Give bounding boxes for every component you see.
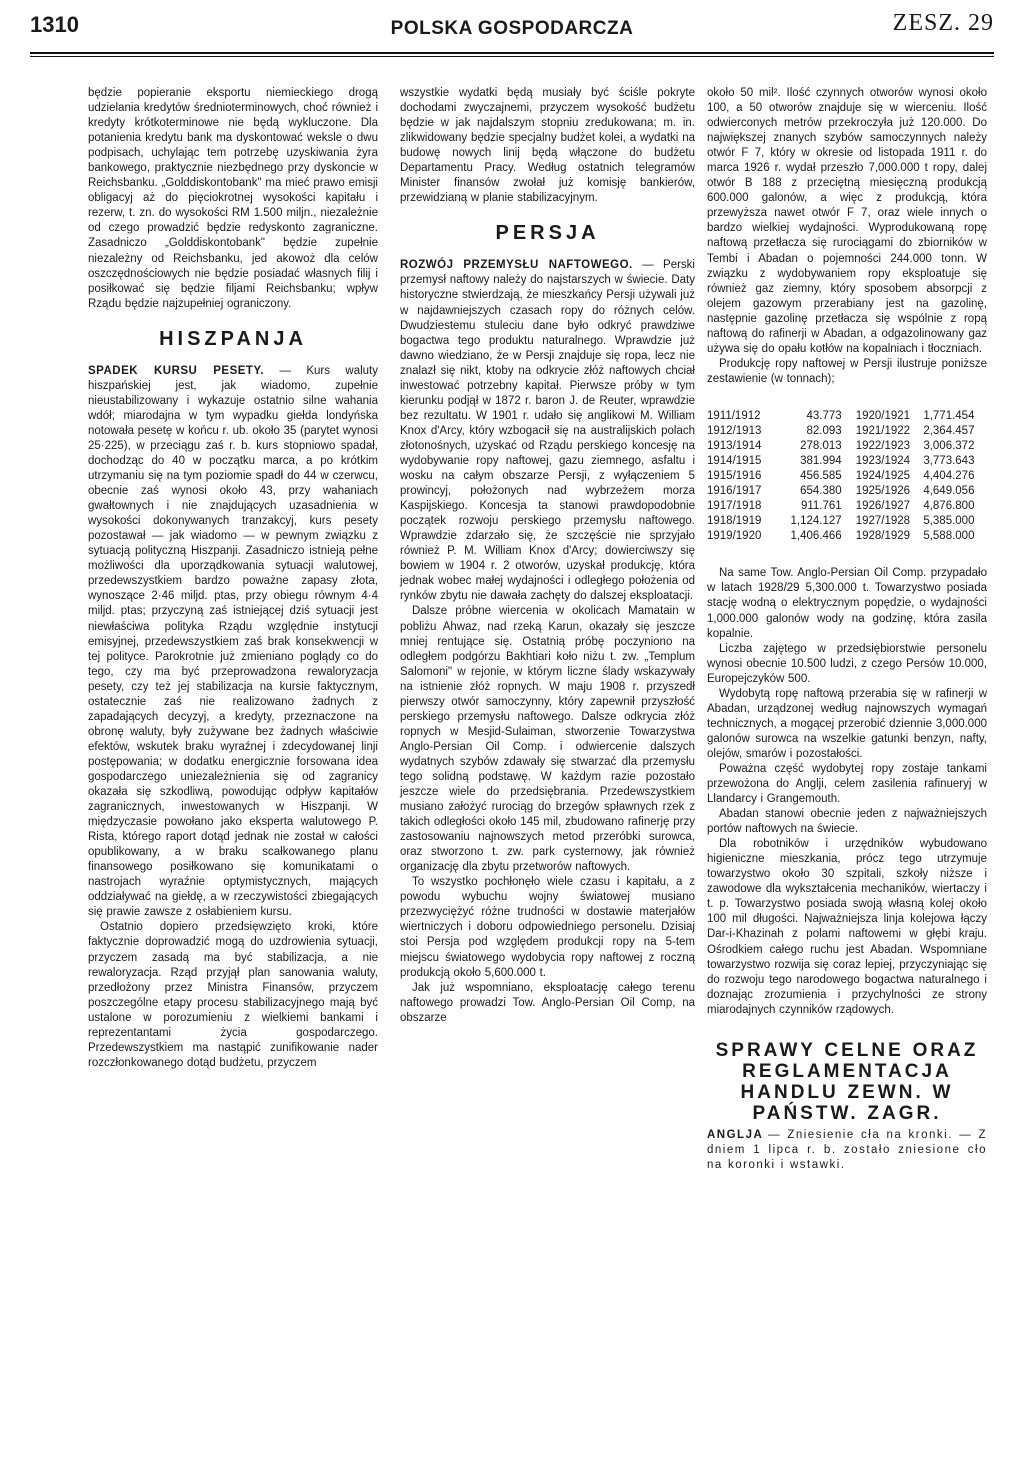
table-cell: 1913/1914	[707, 440, 762, 453]
table-cell: 1916/1917	[707, 485, 762, 498]
table-cell: 3,006.372	[923, 440, 975, 453]
table-cell: 82.093	[806, 424, 842, 437]
table-cell: 911.761	[800, 500, 842, 513]
table-cell: 1924/1925	[855, 470, 911, 483]
table-cell: 5,588.000	[923, 530, 975, 543]
table-cell: 456.585	[800, 470, 842, 483]
table-cell: 1915/1916	[707, 470, 762, 483]
table-row	[707, 439, 987, 454]
paragraph	[400, 258, 695, 604]
paragraph: Produkcję ropy naftowej w Persji ilustruje poniższe zestawienie (w tonnach);	[707, 357, 987, 385]
table-cell: 1,771.454	[923, 409, 975, 422]
table-row	[707, 409, 987, 424]
table-cell: 1,124.127	[790, 515, 842, 528]
table-cell: 2,364.457	[923, 424, 975, 437]
table-cell: 1920/1921	[855, 409, 911, 422]
subheading: SPADEK KURSU PESETY.	[88, 364, 265, 377]
table-cell: 1917/1918	[707, 500, 762, 513]
paragraph: Dla robotników i urzędników wybudowano higieniczne mieszkania, prócz tego utrzymuje towarzystwo około 30 szpitali, szkoły niższe i zawodowe dla wykształcenia mechaników, wiertaczy i t. p. Towarzystwo posiada swoją własną kolej około 100 mil długości. Najważniejsza linja kolejowa łączy Dar-i-Khazinah z polami naftowemi w głębi kraju. Ośrodkiem całego ruchu jest Abadan. Wspomniane towarzystwo rozwija się coraz lepiej, przyczyniając się do rozwoju tego narodowego bogactwa naturalnego i doznając zrozumienia i przychylności ze strony miarodajnych czynników rządowych.	[707, 838, 987, 1016]
paragraph: około 50 mil². Ilość czynnych otworów wynosi około 100, a 50 otworów znajduje się w wierceniu. Ilość odwierconych metrów przekroczyła już 120.000. Do największej znanych szybów samoczynnych należy otwór F 7, który w okresie od listopada 1911 r. do marca 1926 r. wydał przeszło 7,000.000 t ropy, dalej otwór B 188 z przeciętną miesięczną produkcją 600.000 galonów, a więc z produkcją, która przewyższa nawet otwór F 7, oraz wiele innych o bardzo wielkiej wydajności. Wyprodukowaną ropę naftową przetłacza się rurociągami do zbiorników w Tembi i Abadan o pojemności 244.000 tonn. W związku z wydobywaniem ropy eksploatuje się również gaz ziemny, który sposobem absorpcji z olejem gazowym przerabiany jest na gazolinę, następnie gazolinę przetłacza się wspólnie z ropą naftową do rafinerji w Abadan, a odgazolinowany gaz używa się do opału kotłów na kopalniach i tłoczniach.	[707, 87, 987, 355]
paragraph-text: — Zniesienie cła na kronki. — Z dniem 1 lipca r. b. zostało zniesione cło na koronki i wstawki.	[707, 1128, 987, 1171]
table-cell: 4,876.800	[923, 500, 975, 513]
subheading: ANGLJA	[707, 1128, 764, 1141]
table-cell: 278.013	[800, 440, 842, 453]
table-cell: 654.380	[800, 485, 842, 498]
column-left	[88, 86, 378, 1071]
table-cell: 1922/1923	[855, 440, 911, 453]
table-cell: 1921/1922	[855, 424, 911, 437]
paragraph: Wydobytą ropę naftową przerabia się w rafinerji w Abadan, urządzonej według najnowszych wymagań technicznych, a mogącej przerobić dziennie 3,000.000 galonów surowca na wszelkie gatunki benzyn, nafty, olejów, smarów i pozostałości.	[707, 687, 987, 760]
paragraph	[707, 1128, 987, 1173]
table-row	[707, 499, 987, 514]
page-header	[30, 6, 994, 70]
table-cell: 1919/1920	[707, 530, 762, 543]
header-rule	[30, 52, 994, 54]
table-row	[707, 484, 987, 499]
table-cell: 1912/1913	[707, 424, 762, 437]
table-cell: 1918/1919	[707, 515, 762, 528]
paragraph: Na same Tow. Anglo-Persian Oil Comp. przypadało w latach 1928/29 5,300.000 t. Towarzystwo posiada stację wodną o elektrycznym popędzie, o wydajności 1,000.000 galonów wody na godzinę, która zasila kopalnie.	[707, 567, 987, 640]
table-row	[707, 454, 987, 469]
page-number: 1310	[30, 12, 79, 37]
paragraph-text: — Perski przemysł naftowy należy do najstarszych w świecie. Daty historyczne stwierdzają, że mieszkańcy Persji używali już w najdawniejszych czasach ropy do różnych celów. Dwudziestemu stuleciu dane było odkryć prawdziwe bogactwa tego produktu naturalnego. Wprawdzie już dawno wiedziano, że w Persji znajduje się ropa, lecz nie znalazł się nikt, ktoby na odkrycie złóż naftowych chciał inwestować potrzebny kapitał. Pierwsze próby w tym kierunku podjął w 1872 r. baron J. de Reuter, wprawdzie bez rezultatu. W 1901 r. udało się anglikowi M. William Knox d'Arcy, który wzbogacił się na australijskich polach złotonośnych, uzyskać od Rządu perskiego koncesję na wydobywanie ropy naftowej, gazu ziemnego, asfaltu i wosku na całym obszarze Persji, z wyłączeniem 5 prowincyj, położonych nad wybrzeżem morza Kaspijskiego. Koncesja ta stanowi prawdopodobnie początek rozwoju perskiego przemysłu naftowego. Wprawdzie zdarzało się, że szczęście nie sprzyjało również P. M. William Knox d'Arcy; dowierciwszy się bowiem w 1904 r. 2 otworów, uzyskał produkcję, która jednak wobec małej wydajności i odległego położenia od rynków zbytu nie dawała zachęty do dalszej eksploatacji.	[400, 259, 695, 603]
production-table	[707, 409, 987, 544]
table-row	[707, 514, 987, 529]
table-cell: 1926/1927	[855, 500, 911, 513]
table-cell: 4,649.056	[923, 485, 975, 498]
column-right	[707, 86, 987, 1173]
paragraph-text: — Kurs waluty hiszpańskiej jest, jak wiadomo, zupełnie nieustabilizowany i wykazuje ostatnio silne wahania wdół; miarodajna w tym wypadku giełda londyńska notowała pesetę w końcu r. ub. około 35 (parytet wynosi 25·225), w przeciągu zaś r. b. kurs stopniowo spadał, dochodząc do 40 w początku marca, a po krótkim utrzymaniu się na tym poziomie spadł do 44 w czerwcu, obecnie zaś wynosi około 43, przy wahaniach gwałtownych i nie znajdujących uzasadnienia w wysokości dokonywanych tranzakcyj, kurs pesety pozostawał — jak wiadomo — w pewnym związku z sytuacją polityczną Hiszpanji. Zasadniczo istnieją pełne możliwości dla uporządkowania sytuacji walutowej, przedewszystkiem bardzo poważne zapasy złota, wynoszące 2·46 miljd. ptas, przy obiegu równym 4·4 miljd. ptas; przyczyną zaś istniejącej dziś sytuacji jest niewłaściwa polityka Rządu względnie instytucji emisyjnej, przedewszystkiem zaś brak konsekwencji w tej polityce. Parokrotnie już zmieniano poglądy co do tego, czy ma być przeprowadzona rewaloryzacja pesety, czy też jej stabilizacja na kursie faktycznym, ostatecznie zaś nie realizowano żadnych z zapadających decyzyj, a kredyty, przeznaczone na obronę waluty, były zużywane bez żadnych właściwie efektów, wskutek braku wyraźnej i zdecydowanej linji postępowania; w dodatku energicznie forsowana idea gospodarczego uniezależnienia się od zagranicy okazała się szkodliwą, powodując odpływ kapitałów zagranicznych, inwestowanych w Hiszpanji. W międzyczasie powołano jako eksperta walutowego P. Rista, którego raport dotąd jednak nie został w całości opublikowany, a w braku scałkowanego planu finansowego posiłkowano się komunikatami o nastrojach wyraźnie optymistycznych, mających oddziaływać na giełdę, a w rzeczywistości zbiegających się prawie zawsze z osłabieniem kursu.	[88, 364, 379, 919]
table-cell: 4,404.276	[923, 470, 975, 483]
paragraph: wszystkie wydatki będą musiały być ściśle pokryte dochodami zwyczajnemi, przyczem wysokość budżetu będzie w jak najdalszym stopniu zredukowana; m. in. zlikwidowany będzie specjalny budżet kolei, a wydatki na budowę nowych linij będą włączone do budżetu Departamentu Pracy. Według ostatnich telegramów Minister finansów zwołał już komisję bankierów, przewidzianą w planie stabilizacyjnym.	[400, 87, 695, 205]
table-row	[707, 424, 987, 439]
issue-number: ZESZ. 29	[892, 10, 994, 36]
table-row	[707, 529, 987, 544]
section-heading-customs: SPRAWY CELNE ORAZ REGLAMENTACJA HANDLU ZEWN. W PAŃSTW. ZAGR.	[715, 1039, 979, 1124]
section-heading-persia: PERSJA	[495, 222, 600, 245]
paragraph: będzie popieranie eksportu niemieckiego drogą udzielania kredytów średnioterminowych, choć również i kredyty krótkoterminowe nie będą wykluczone. Dla potanienia kredytu bank ma dyskontować weksle o dwu podpisach, uchylając tem potrzebę uzyskiwania żyra bankowego, praktycznie niezbędnego przy dyskoncie w Reichsbanku. „Golddiskontobank" ma mieć prawo emisji obligacyj aż do pięciokrotnej wysokości kapitału i rezerw, t. zn. do wysokości RM 1.500 miljn., niezależnie od czego prowadzić będzie redyskonto zagraniczne. Zasadniczo „Golddiskontobank" będzie zupełnie niezależny od Reichsbanku, jed akowoż dla celów oszczędnościowych nie będzie posiadać własnych filij i posiłkować się będzie filjami Reichsbanku; wpływ Rządu będzie najzupełniej ograniczony.	[88, 87, 378, 310]
section-heading-spain: HISZPANJA	[159, 327, 307, 350]
paragraph: Jak już wspomniano, eksploatację całego terenu naftowego prowadzi Tow. Anglo-Persian Oil Comp, na obszarze	[400, 981, 695, 1024]
paragraph: Dalsze próbne wiercenia w okolicach Mamatain w pobliżu Ahwaz, nad rzeką Karun, okazały się jeszcze mniej rentujące się. Ostatnią próbę poczyniono na odległem podgórzu Bakhtiari koło niżu t. zw. „Templum Salomoni" w rejonie, w którym liczne ślady wskazywały na istnienie złóż ropnych. W maju 1908 r. przyszedł pierwszy otwór samoczynny, który zapewnił przyszłość perskiego przemysłu naftowego. Dalsze odkrycia złóż ropnych w Mesjid-Sulaiman, stworzenie Towarzystwa Anglo-Persian Oil Comp. i odwiercenie dalszych wydatnych szybów zdawały się stwarzać dla przemysłu tego solidną podstawę. W każdym razie pozostało jeszcze wiele do przedsiębrania. Przedewszystkiem musiano założyć rurociąg do brzegów spławnych rzek z takich odległości około 145 mil, zbudowano rafinerję przy zastosowaniu najnowszych metod przeróbki surowca, oraz stworzono t. zw. park cysternowy, jak również organizację dla zbytu przetworów naftowych.	[400, 605, 695, 874]
table-cell: 5,385.000	[923, 515, 975, 528]
table-cell: 1927/1928	[855, 515, 911, 528]
paragraph	[88, 364, 378, 921]
table-cell: 1,406.466	[790, 530, 842, 543]
table-cell: 1914/1915	[707, 455, 762, 468]
paragraph: Ostatnio dopiero przedsięwzięto kroki, które faktycznie doprowadzić mogą do uzdrowienia sytuacji, przyczem zasadą ma być stabilizacja, a nie rewaloryzacja. Rząd przyjął plan sanowania waluty, przedłożony przez Ministra Finansów, przyczem poszczególne etapy procesu stabilizacyjnego mają być ustalone w porozumieniu z wielkiemi bankami i reprezentantami życia gospodarczego. Przedewszystkiem ma nastąpić zunifikowanie nader rozczłonkowanego dotąd budżetu, przyczem	[88, 921, 378, 1069]
paragraph: To wszystko pochłonęło wiele czasu i kapitału, a z powodu wybuchu wojny światowej musiano przezwyciężyć różne trudności w dostawie materjałów wiertniczych i doboru odpowiedniego personelu. Dzisiaj stoi Persja pod względem produkcji ropy na 5-tem miejscu światowego wydobycia ropy naftowej z roczną produkcją około 5,600.000 t.	[400, 876, 695, 979]
table-row	[707, 469, 987, 484]
paragraph: Abadan stanowi obecnie jeden z najważniejszych portów naftowych na świecie.	[707, 808, 987, 836]
paragraph: Liczba zajętego w przedsiębiorstwie personelu wynosi obecnie 10.500 ludzi, z czego Persów 10.000, Europejczyków 500.	[707, 642, 987, 685]
table-cell: 3,773.643	[923, 455, 975, 468]
table-cell: 1923/1924	[855, 455, 911, 468]
table-cell: 43.773	[806, 409, 842, 422]
paragraph: Poważna część wydobytej ropy zostaje tankami przewożona do Anglji, celem zasilenia rafinueryj w Llandarcy i Grangemouth.	[707, 762, 987, 806]
column-middle	[400, 86, 695, 1026]
subheading: ROZWÓJ PRZEMYSŁU NAFTOWEGO.	[400, 259, 633, 272]
header-rule-thin	[30, 56, 994, 57]
table-cell: 1925/1926	[855, 485, 911, 498]
table-cell: 1928/1929	[855, 530, 911, 543]
journal-title: POLSKA GOSPODARCZA	[390, 18, 634, 39]
table-cell: 381.994	[800, 455, 842, 468]
table-cell: 1911/1912	[707, 409, 761, 422]
